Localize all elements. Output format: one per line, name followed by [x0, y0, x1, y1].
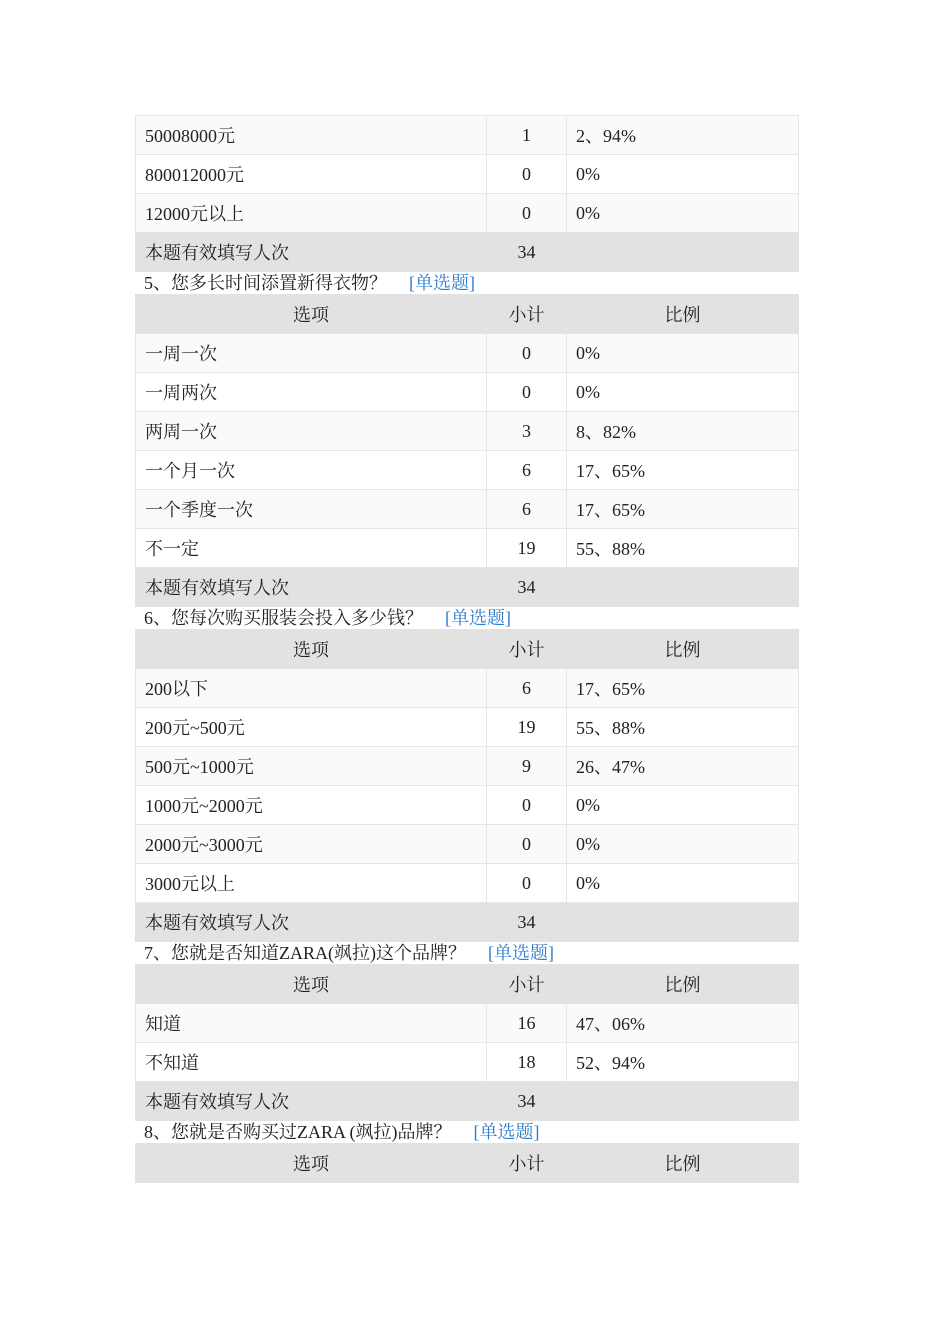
q5-title: [135, 272, 798, 294]
table-row: [136, 864, 799, 903]
header-row: [136, 1144, 799, 1183]
ratio-cell: 0%: [567, 194, 799, 233]
total-ratio: [567, 568, 799, 607]
total-ratio: [567, 903, 799, 942]
count-cell: 0: [487, 194, 567, 233]
option-cell: 两周一次: [136, 412, 487, 451]
q7-title: [135, 942, 798, 964]
table-row: [136, 116, 799, 155]
count-cell: 19: [487, 529, 567, 568]
table-row: [136, 334, 799, 373]
header-option: 选项: [136, 1144, 487, 1183]
ratio-cell: 0%: [567, 825, 799, 864]
count-cell: 0: [487, 334, 567, 373]
total-ratio: [567, 233, 799, 272]
count-cell: 1: [487, 116, 567, 155]
count-cell: 6: [487, 669, 567, 708]
ratio-cell: 17、65%: [567, 669, 799, 708]
q6-table: [135, 629, 799, 942]
table-row: [136, 708, 799, 747]
ratio-cell: 2、94%: [567, 116, 799, 155]
total-row: [136, 903, 799, 942]
table-row: [136, 825, 799, 864]
ratio-cell: 0%: [567, 864, 799, 903]
total-row: [136, 233, 799, 272]
table-row: [136, 747, 799, 786]
question-text: 7、您就是否知道ZARA(飒拉)这个品牌？: [144, 943, 466, 963]
ratio-cell: 55、88%: [567, 708, 799, 747]
question-type-link[interactable]: [单选题]: [445, 608, 511, 628]
count-cell: 0: [487, 155, 567, 194]
header-ratio: 比例: [567, 630, 799, 669]
question-text: 6、您每次购买服装会投入多少钱？: [144, 608, 423, 628]
total-label: 本题有效填写人次: [136, 568, 487, 607]
header-ratio: 比例: [567, 965, 799, 1004]
count-cell: 19: [487, 708, 567, 747]
question-type-link[interactable]: [单选题]: [409, 273, 475, 293]
total-label: 本题有效填写人次: [136, 1082, 487, 1121]
header-count: 小计: [487, 295, 567, 334]
option-cell: 一周一次: [136, 334, 487, 373]
option-cell: 3000元以上: [136, 864, 487, 903]
total-row: [136, 568, 799, 607]
q7-table: [135, 964, 799, 1121]
count-cell: 18: [487, 1043, 567, 1082]
table-row: [136, 490, 799, 529]
option-cell: 知道: [136, 1004, 487, 1043]
total-ratio: [567, 1082, 799, 1121]
total-label: 本题有效填写人次: [136, 903, 487, 942]
count-cell: 6: [487, 490, 567, 529]
table-row: [136, 669, 799, 708]
ratio-cell: 0%: [567, 373, 799, 412]
option-cell: 500元~1000元: [136, 747, 487, 786]
q8-title: [135, 1121, 798, 1143]
table-row: [136, 194, 799, 233]
option-cell: 一个月一次: [136, 451, 487, 490]
header-option: 选项: [136, 965, 487, 1004]
count-cell: 9: [487, 747, 567, 786]
total-count: 34: [487, 233, 567, 272]
total-count: 34: [487, 1082, 567, 1121]
option-cell: 800012000元: [136, 155, 487, 194]
table-row: [136, 1004, 799, 1043]
count-cell: 3: [487, 412, 567, 451]
ratio-cell: 55、88%: [567, 529, 799, 568]
ratio-cell: 0%: [567, 786, 799, 825]
count-cell: 0: [487, 786, 567, 825]
q6-title: [135, 607, 798, 629]
count-cell: 0: [487, 825, 567, 864]
table-row: [136, 451, 799, 490]
q4-table: [135, 115, 799, 272]
ratio-cell: 8、82%: [567, 412, 799, 451]
survey-document: [135, 115, 798, 1183]
header-ratio: 比例: [567, 1144, 799, 1183]
q8-table: [135, 1143, 799, 1183]
header-count: 小计: [487, 1144, 567, 1183]
header-ratio: 比例: [567, 295, 799, 334]
header-count: 小计: [487, 630, 567, 669]
option-cell: 不一定: [136, 529, 487, 568]
question-text: 5、您多长时间添置新得衣物？: [144, 273, 387, 293]
option-cell: 200以下: [136, 669, 487, 708]
header-row: [136, 630, 799, 669]
total-count: 34: [487, 903, 567, 942]
ratio-cell: 0%: [567, 334, 799, 373]
option-cell: 2000元~3000元: [136, 825, 487, 864]
q5-table: [135, 294, 799, 607]
option-cell: 12000元以上: [136, 194, 487, 233]
option-cell: 50008000元: [136, 116, 487, 155]
total-row: [136, 1082, 799, 1121]
option-cell: 200元~500元: [136, 708, 487, 747]
table-row: [136, 1043, 799, 1082]
header-option: 选项: [136, 630, 487, 669]
count-cell: 6: [487, 451, 567, 490]
table-row: [136, 786, 799, 825]
table-row: [136, 373, 799, 412]
question-type-link[interactable]: [单选题]: [473, 1122, 540, 1142]
ratio-cell: 17、65%: [567, 490, 799, 529]
count-cell: 0: [487, 373, 567, 412]
question-text: 8、您就是否购买过ZARA (飒拉)品牌？: [144, 1122, 452, 1142]
header-option: 选项: [136, 295, 487, 334]
header-row: [136, 295, 799, 334]
option-cell: 一个季度一次: [136, 490, 487, 529]
question-type-link[interactable]: [单选题]: [488, 943, 554, 963]
table-row: [136, 412, 799, 451]
ratio-cell: 17、65%: [567, 451, 799, 490]
ratio-cell: 52、94%: [567, 1043, 799, 1082]
ratio-cell: 0%: [567, 155, 799, 194]
option-cell: 一周两次: [136, 373, 487, 412]
ratio-cell: 47、06%: [567, 1004, 799, 1043]
header-row: [136, 965, 799, 1004]
table-row: [136, 155, 799, 194]
header-count: 小计: [487, 965, 567, 1004]
ratio-cell: 26、47%: [567, 747, 799, 786]
count-cell: 0: [487, 864, 567, 903]
total-label: 本题有效填写人次: [136, 233, 487, 272]
table-row: [136, 529, 799, 568]
option-cell: 不知道: [136, 1043, 487, 1082]
option-cell: 1000元~2000元: [136, 786, 487, 825]
count-cell: 16: [487, 1004, 567, 1043]
total-count: 34: [487, 568, 567, 607]
